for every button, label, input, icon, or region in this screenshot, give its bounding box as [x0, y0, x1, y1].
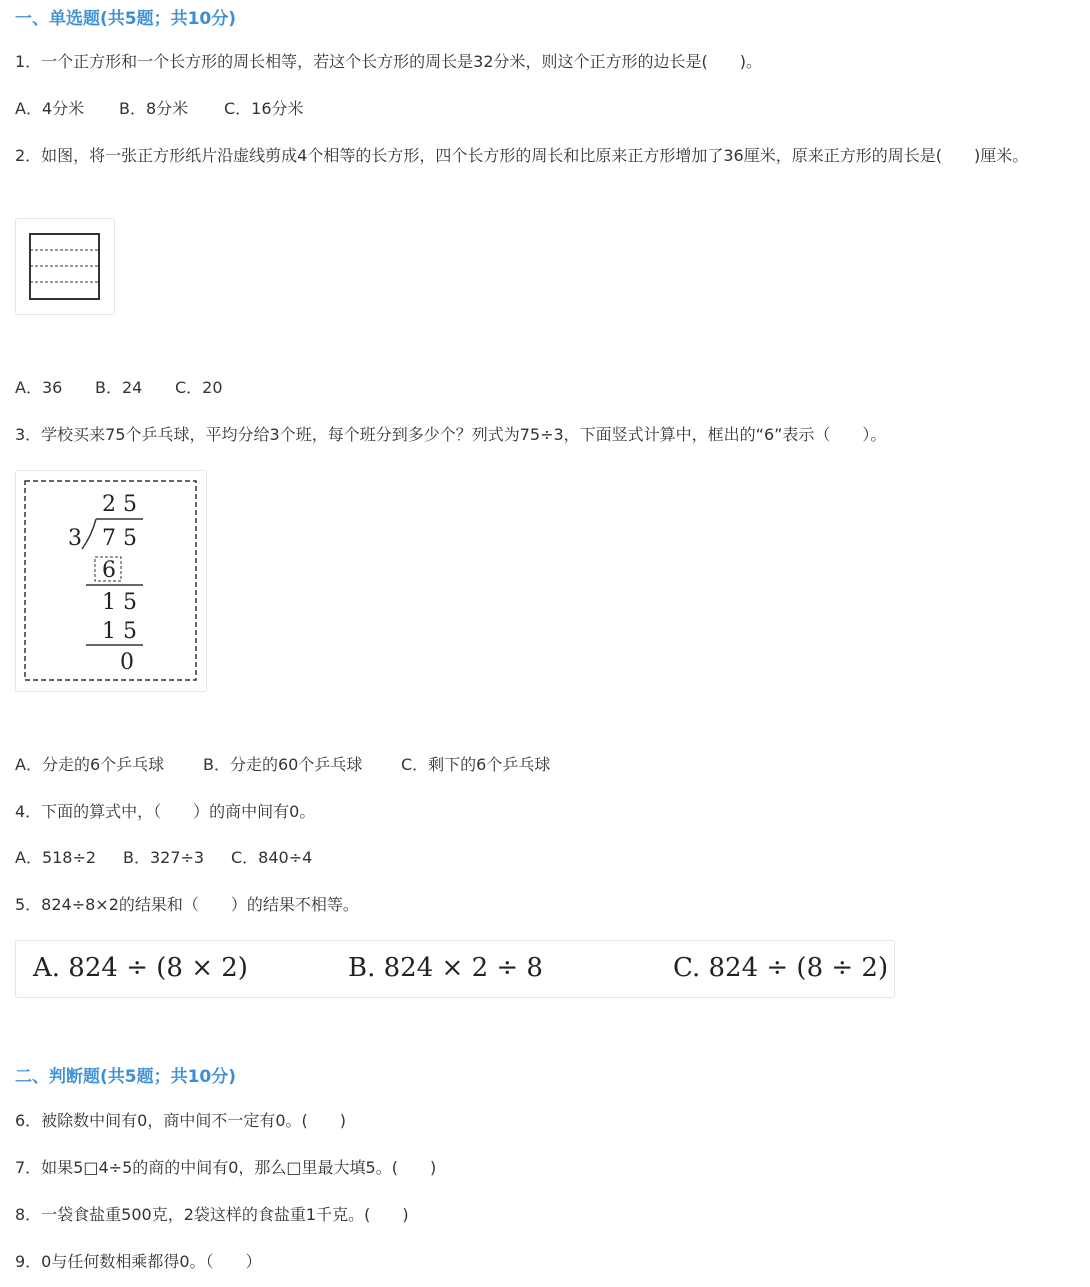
q3-option-a[interactable]: A．分走的6个乒乓球: [15, 755, 165, 774]
q2-option-c[interactable]: C．20: [175, 378, 223, 397]
q5-option-b[interactable]: B. 824 × 2 ÷ 8: [348, 953, 543, 983]
q3-option-b[interactable]: B．分走的60个乒乓球: [203, 755, 363, 774]
question-2-figure: [15, 218, 115, 315]
division-dividend: 7 5: [102, 526, 137, 551]
q4-option-b[interactable]: B．327÷3: [123, 848, 205, 867]
question-4-options: [15, 846, 312, 870]
division-quotient: 2 5: [102, 492, 137, 517]
question-1-text: 1．一个正方形和一个长方形的周长相等，若这个长方形的周长是32分米，则这个正方形的边长是( )。: [15, 52, 763, 71]
q4-option-c[interactable]: C．840÷4: [231, 848, 313, 867]
question-6-text: 6．被除数中间有0，商中间不一定有0。( ): [15, 1111, 347, 1130]
division-remainder-1: 1 5: [102, 590, 137, 615]
question-3-options: [15, 753, 550, 777]
q1-option-c[interactable]: C．16分米: [224, 99, 304, 118]
question-5-text: 5．824÷8×2的结果和（ ）的结果不相等。: [15, 895, 359, 914]
question-2-options: [15, 376, 223, 400]
q3-option-c[interactable]: C．剩下的6个乒乓球: [401, 755, 551, 774]
question-1-options: [15, 97, 304, 121]
division-step-2: 1 5: [102, 619, 137, 644]
q4-option-a[interactable]: A．518÷2: [15, 848, 97, 867]
q2-option-b[interactable]: B．24: [95, 378, 143, 397]
square-cut-diagram: [16, 219, 114, 314]
q2-option-a[interactable]: A．36: [15, 378, 63, 397]
division-final: 0: [120, 650, 134, 675]
question-5-options-panel: [15, 940, 895, 998]
division-divisor: 3: [68, 526, 82, 551]
question-2-text: 2．如图，将一张正方形纸片沿虚线剪成4个相等的长方形，四个长方形的周长和比原来正方形增加了36厘米，原来正方形的周长是( )厘米。: [15, 146, 1029, 165]
question-7-text: 7．如果5□4÷5的商的中间有0，那么□里最大填5。( ): [15, 1158, 437, 1177]
section-title-single-choice: 一、单选题(共5题；共10分): [15, 9, 237, 29]
question-3-text: 3．学校买来75个乒乓球，平均分给3个班，每个班分到多少个？列式为75÷3，下面竖式计算中，框出的“6”表示（ ）。: [15, 425, 887, 444]
q5-option-a[interactable]: A. 824 ÷ (8 × 2): [33, 953, 248, 983]
section-title-true-false: 二、判断题(共5题；共10分): [15, 1067, 237, 1087]
q5-option-c[interactable]: C. 824 ÷ (8 ÷ 2): [673, 953, 889, 983]
division-bracket: [82, 519, 96, 549]
q1-option-a[interactable]: A．4分米: [15, 99, 85, 118]
q1-option-b[interactable]: B．8分米: [119, 99, 189, 118]
question-4-text: 4．下面的算式中，（ ）的商中间有0。: [15, 802, 316, 821]
long-division-diagram: [16, 471, 206, 691]
question-3-figure: [15, 470, 207, 692]
question-8-text: 8．一袋食盐重500克，2袋这样的食盐重1千克。( ): [15, 1205, 409, 1224]
question-9-text: 9．0与任何数相乘都得0。（ ）: [15, 1252, 262, 1271]
division-step-1: 6: [102, 558, 116, 583]
